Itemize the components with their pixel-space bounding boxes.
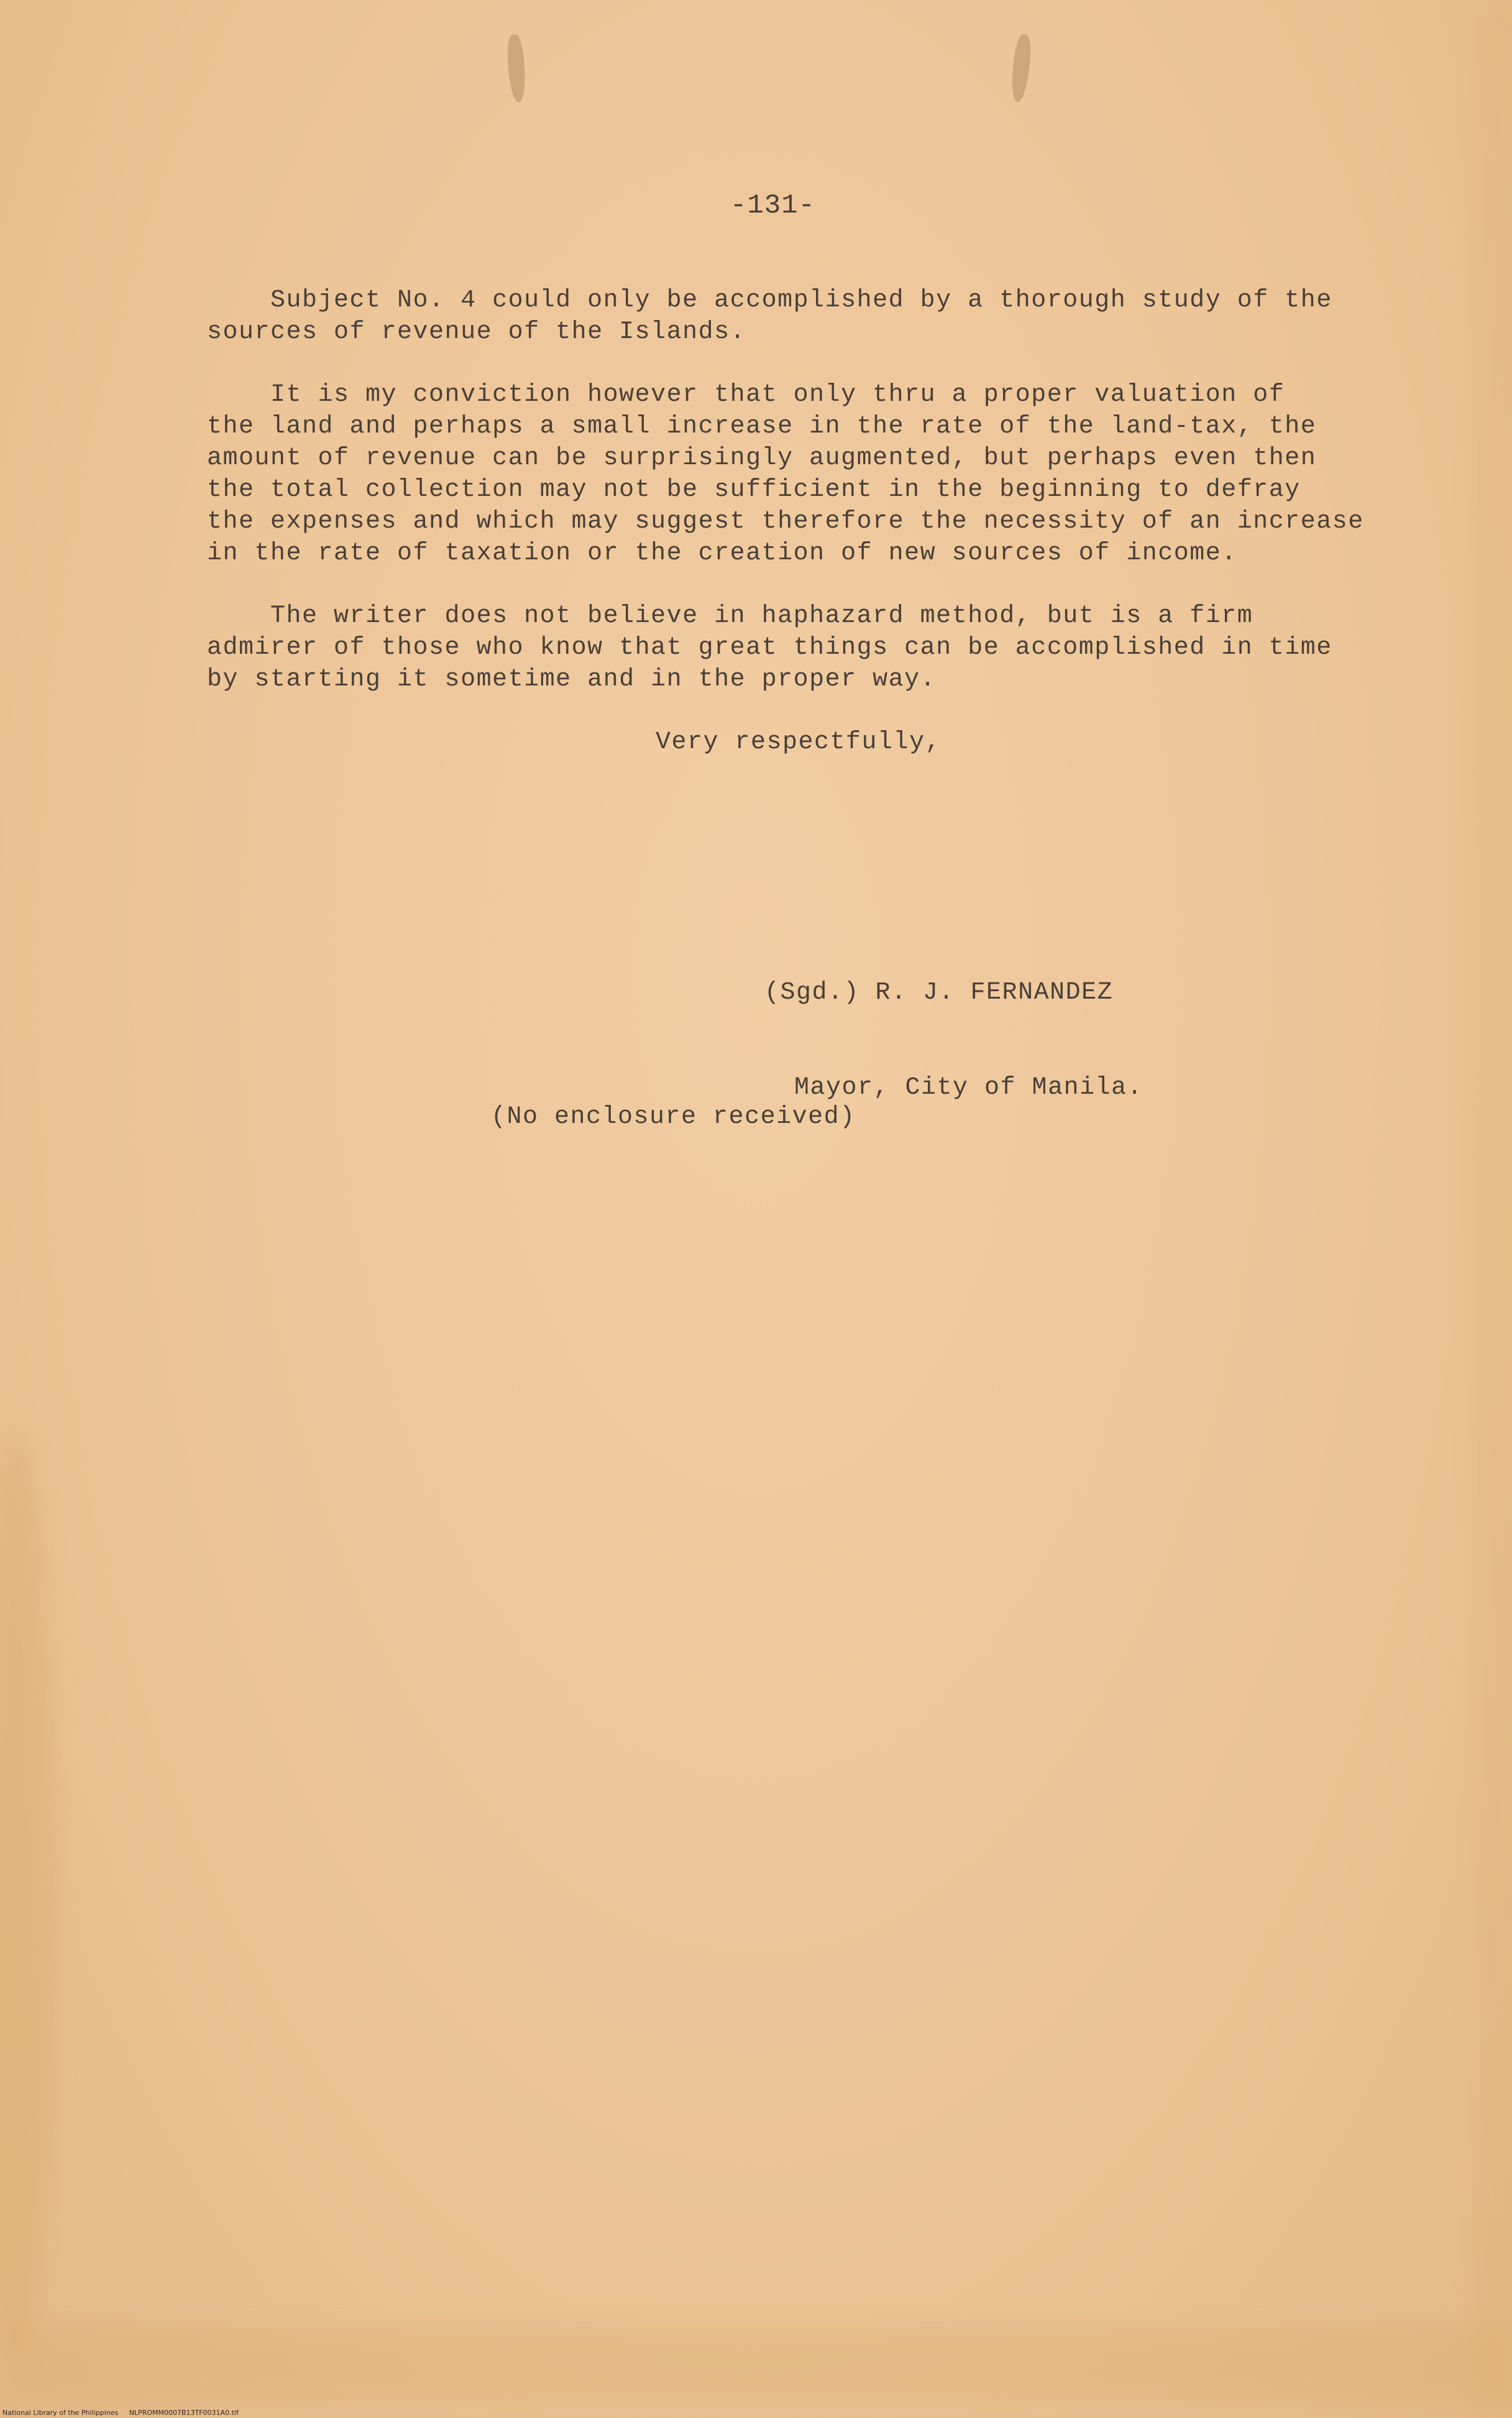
edge-discoloration	[1473, 0, 1512, 2418]
footer-file-id: NLPROMM0007B13TF0031A0.tif	[129, 2409, 239, 2417]
scan-footer	[2, 2409, 239, 2417]
page-number: -131-	[730, 190, 816, 221]
signature-title: Mayor, City of Manila.	[794, 1074, 1143, 1102]
signature-name: (Sgd.) R. J. FERNANDEZ	[764, 979, 1114, 1007]
paragraph: The writer does not believe in haphazard method, but is a firm admirer of those who know that great things can be accomplished in time by starting it sometime and in the proper way.	[207, 602, 1332, 694]
water-stain	[0, 1429, 56, 2361]
binding-hole	[506, 34, 527, 103]
water-stain	[0, 2324, 1512, 2405]
enclosure-note: (No enclosure received)	[491, 1103, 856, 1131]
footer-library: National Library of the Philippines	[2, 2409, 119, 2417]
paragraph: It is my conviction however that only thru a proper valuation of the land and perhaps a small increase in the rate of the land-tax, the amount of revenue can be surprisingly augmented, but perhaps even then the total collection may not be sufficient in the beginning to defray the expenses and which may suggest therefore the necessity of an increase in the rate of taxation or the creation of new sources of income.	[207, 381, 1364, 567]
closing-salutation: Very respectfully,	[656, 728, 942, 756]
binding-hole	[1009, 34, 1032, 103]
paragraph: Subject No. 4 could only be accomplished by a thorough study of the sources of revenue of the Islands.	[207, 286, 1332, 346]
